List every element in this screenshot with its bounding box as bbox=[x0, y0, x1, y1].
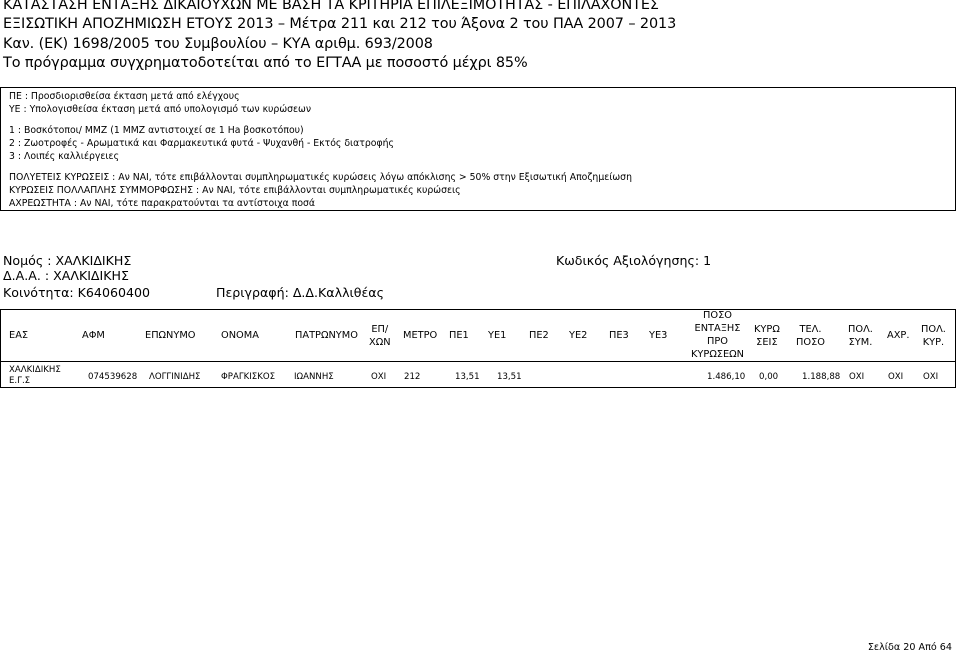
col-header-axr: ΑΧΡ. bbox=[887, 330, 910, 341]
col-header-pe3: ΠΕ3 bbox=[609, 330, 629, 341]
doc-title-line-1: ΚΑΤΑΣΤΑΣΗ ΕΝΤΑΞΗΣ ΔΙΚΑΙΟΥΧΩΝ ΜΕ ΒΑΣΗ ΤΑ ΚΡΙΤΗΡΙΑ ΕΠΙΛΕΞΙΜΟΤΗΤΑΣ - ΕΠΙΛΑΧΟΝΤΕΣ bbox=[3, 0, 659, 13]
beneficiaries-table bbox=[0, 309, 956, 388]
col-header-pe1: ΠΕ1 bbox=[449, 330, 469, 341]
legend-ye: ΥΕ : Υπολογισθείσα έκταση μετά από υπολογισμό των κυρώσεων bbox=[9, 104, 312, 115]
page-number: Σελίδα 20 Από 64 bbox=[867, 642, 952, 653]
cell-metro: 212 bbox=[404, 372, 421, 382]
col-header-eas: ΕΑΣ bbox=[9, 330, 29, 341]
cell-axr: ΟΧΙ bbox=[888, 372, 904, 382]
col-header-epxon: ΕΠ/ ΧΩΝ bbox=[369, 324, 391, 348]
doc-title-line-4: Το πρόγραμμα συγχρηματοδοτείται από το ΕΓΤΑΑ με ποσοστό μέχρι 85% bbox=[3, 55, 528, 71]
col-header-patronymo: ΠΑΤΡΩΝΥΜΟ bbox=[295, 330, 358, 341]
nomos-label: Νομός : ΧΑΛΚΙΔΙΚΗΣ bbox=[3, 253, 132, 268]
evaluation-code: Κωδικός Αξιολόγησης: 1 bbox=[556, 253, 712, 268]
col-header-pe2: ΠΕ2 bbox=[529, 330, 549, 341]
cell-ye1: 13,51 bbox=[497, 372, 522, 382]
cell-poso-entaxis: 1.486,10 bbox=[707, 372, 746, 382]
col-header-tel-poso: ΤΕΛ. ΠΟΣΟ bbox=[796, 324, 825, 348]
cell-eas: ΧΑΛΚΙΔΙΚΗΣ Ε.Γ.Σ bbox=[9, 365, 61, 386]
cell-pol-kyr: ΟΧΙ bbox=[923, 372, 939, 382]
doc-title-line-3: Καν. (ΕΚ) 1698/2005 του Συμβουλίου – ΚΥΑ αριθμ. 693/2008 bbox=[3, 36, 433, 52]
col-header-pol-kyr: ΠΟΛ. ΚΥΡ. bbox=[921, 324, 946, 348]
daa-label: Δ.Α.Α. : ΧΑΛΚΙΔΙΚΗΣ bbox=[3, 268, 129, 283]
doc-title-line-2: ΕΞΙΣΩΤΙΚΗ ΑΠΟΖΗΜΙΩΣΗ ΕΤΟΥΣ 2013 – Μέτρα 211 και 212 του Άξονα 2 του ΠΑΑ 2007 – 2013 bbox=[3, 16, 677, 32]
legend-note-axreostita: ΑΧΡΕΩΣΤΗΤΑ : Αν ΝΑΙ, τότε παρακρατούνται τα αντίστοιχα ποσά bbox=[9, 198, 316, 209]
col-header-ye3: ΥΕ3 bbox=[649, 330, 668, 341]
col-header-poso-entaxis: ΠΟΣΟ ΕΝΤΑΞΗΣ ΠΡΟ ΚΥΡΩΣΕΩΝ bbox=[691, 310, 744, 360]
cell-onoma: ΦΡΑΓΚΙΣΚΟΣ bbox=[221, 372, 276, 382]
table-header-separator bbox=[1, 361, 955, 362]
col-header-ye1: ΥΕ1 bbox=[488, 330, 507, 341]
col-header-ye2: ΥΕ2 bbox=[569, 330, 588, 341]
legend-category-2: 2 : Ζωοτροφές - Αρωματικά και Φαρμακευτικά φυτά - Ψυχανθή - Εκτός διατροφής bbox=[9, 138, 394, 149]
cell-pol-sym: ΟΧΙ bbox=[849, 372, 865, 382]
cell-pe1: 13,51 bbox=[455, 372, 480, 382]
description-label: Περιγραφή: Δ.Δ.Καλλιθέας bbox=[216, 285, 384, 300]
col-header-pol-sym: ΠΟΛ. ΣΥΜ. bbox=[848, 324, 873, 348]
cell-afm: 074539628 bbox=[88, 372, 138, 382]
legend-note-pollaplis: ΚΥΡΩΣΕΙΣ ΠΟΛΛΑΠΛΗΣ ΣΥΜΜΟΡΦΩΣΗΣ : Αν ΝΑΙ, τότε επιβάλλονται συμπληρωματικές κυρώσεις bbox=[9, 185, 461, 196]
cell-tel-poso: 1.188,88 bbox=[802, 372, 841, 382]
legend-category-1: 1 : Βοσκότοποι/ ΜΜΖ (1 ΜΜΖ αντιστοιχεί σε 1 Ha βοσκοτόπου) bbox=[9, 125, 304, 136]
col-header-metro: ΜΕΤΡΟ bbox=[403, 330, 438, 341]
cell-epxon: ΟΧΙ bbox=[371, 372, 387, 382]
col-header-afm: ΑΦΜ bbox=[82, 330, 105, 341]
community-label: Κοινότητα: Κ64060400 bbox=[3, 285, 151, 300]
cell-kyroseis: 0,00 bbox=[759, 372, 779, 382]
legend-category-3: 3 : Λοιπές καλλιέργειες bbox=[9, 151, 120, 162]
legend-pe: ΠΕ : Προσδιορισθείσα έκταση μετά από ελέγχους bbox=[9, 91, 240, 102]
legend-note-polyeteis: ΠΟΛΥΕΤΕΙΣ ΚΥΡΩΣΕΙΣ : Αν ΝΑΙ, τότε επιβάλλονται συμπληρωματικές κυρώσεις λόγω απόκλισης > 50% στην Εξισωτική Αποζημείωση bbox=[9, 172, 632, 183]
legend-box bbox=[0, 87, 956, 211]
col-header-eponymo: ΕΠΩΝΥΜΟ bbox=[145, 330, 196, 341]
col-header-onoma: ΟΝΟΜΑ bbox=[221, 330, 259, 341]
cell-patronymo: ΙΩΑΝΝΗΣ bbox=[294, 372, 334, 382]
col-header-kyroseis: ΚΥΡΩ ΣΕΙΣ bbox=[754, 324, 780, 348]
cell-eponymo: ΛΟΓΓΙΝΙΔΗΣ bbox=[149, 372, 201, 382]
